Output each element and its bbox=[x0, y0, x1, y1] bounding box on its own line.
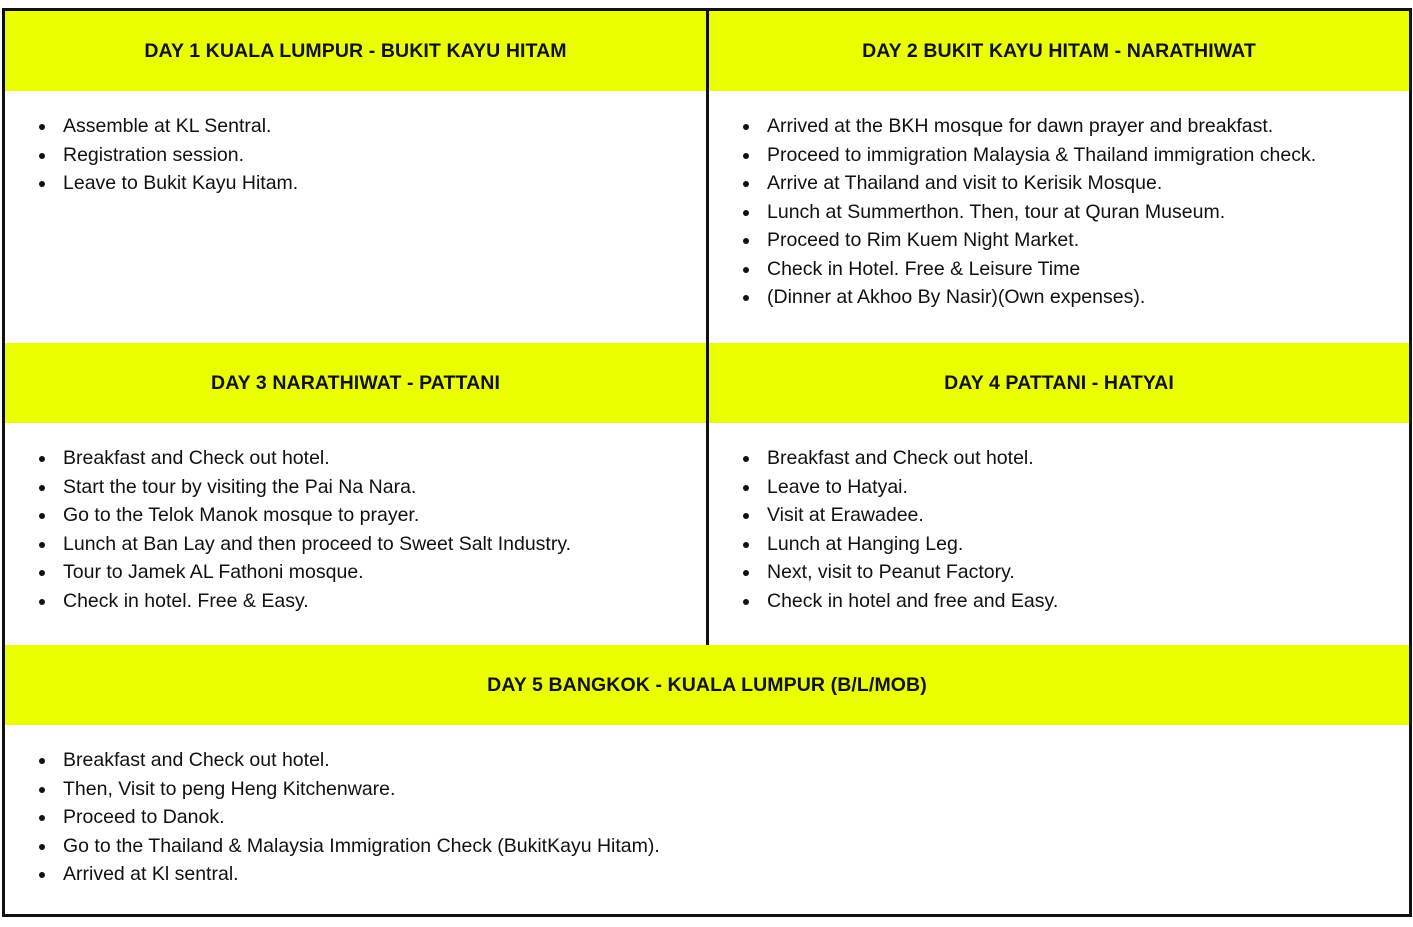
day-1-activity-list bbox=[5, 112, 706, 198]
activity-item: Next, visit to Peanut Factory. bbox=[709, 558, 1409, 587]
activity-item: Check in hotel. Free & Easy. bbox=[5, 587, 706, 616]
day-2-activities-cell bbox=[709, 91, 1409, 343]
activity-item: Breakfast and Check out hotel. bbox=[5, 746, 1409, 775]
day-4-activity-list bbox=[709, 444, 1409, 615]
activity-item: (Dinner at Akhoo By Nasir)(Own expenses). bbox=[709, 283, 1409, 312]
body-row-day-5 bbox=[5, 725, 1409, 914]
day-5-activity-list bbox=[5, 746, 1409, 889]
header-row-day-5 bbox=[5, 645, 1409, 728]
activity-item: Lunch at Ban Lay and then proceed to Sweet Salt Industry. bbox=[5, 530, 706, 559]
activity-item: Visit at Erawadee. bbox=[709, 501, 1409, 530]
body-row-day-1-2 bbox=[5, 91, 1409, 346]
activity-item: Then, Visit to peng Heng Kitchenware. bbox=[5, 775, 1409, 804]
activity-item: Proceed to Danok. bbox=[5, 803, 1409, 832]
activity-item: Check in hotel and free and Easy. bbox=[709, 587, 1409, 616]
activity-item: Proceed to Rim Kuem Night Market. bbox=[709, 226, 1409, 255]
day-5-title: DAY 5 BANGKOK - KUALA LUMPUR (B/L/MOB) bbox=[487, 673, 927, 696]
header-row-day-3-4 bbox=[5, 343, 1409, 426]
activity-item: Check in Hotel. Free & Leisure Time bbox=[709, 255, 1409, 284]
activity-item: Arrived at Kl sentral. bbox=[5, 860, 1409, 889]
activity-item: Breakfast and Check out hotel. bbox=[709, 444, 1409, 473]
activity-item: Go to the Telok Manok mosque to prayer. bbox=[5, 501, 706, 530]
activity-item: Lunch at Hanging Leg. bbox=[709, 530, 1409, 559]
activity-item: Tour to Jamek AL Fathoni mosque. bbox=[5, 558, 706, 587]
day-2-title: DAY 2 BUKIT KAYU HITAM - NARATHIWAT bbox=[862, 39, 1256, 62]
activity-item: Breakfast and Check out hotel. bbox=[5, 444, 706, 473]
activity-item: Assemble at KL Sentral. bbox=[5, 112, 706, 141]
activity-item: Registration session. bbox=[5, 141, 706, 170]
header-row-day-1-2 bbox=[5, 11, 1409, 94]
activity-item: Leave to Bukit Kayu Hitam. bbox=[5, 169, 706, 198]
body-row-day-3-4 bbox=[5, 423, 1409, 648]
day-2-activity-list bbox=[709, 112, 1409, 312]
activity-item: Arrive at Thailand and visit to Kerisik Mosque. bbox=[709, 169, 1409, 198]
day-3-title: DAY 3 NARATHIWAT - PATTANI bbox=[5, 343, 709, 423]
activity-item: Go to the Thailand & Malaysia Immigration Check (BukitKayu Hitam). bbox=[5, 832, 1409, 861]
day-3-activity-list bbox=[5, 444, 706, 615]
activity-item: Lunch at Summerthon. Then, tour at Quran Museum. bbox=[709, 198, 1409, 227]
day-5-activities-cell bbox=[5, 725, 1409, 914]
day-1-title: DAY 1 KUALA LUMPUR - BUKIT KAYU HITAM bbox=[5, 11, 709, 91]
activity-item: Arrived at the BKH mosque for dawn prayer and breakfast. bbox=[709, 112, 1409, 141]
day-4-title: DAY 4 PATTANI - HATYAI bbox=[944, 371, 1174, 394]
activity-item: Leave to Hatyai. bbox=[709, 473, 1409, 502]
day-3-activities-cell bbox=[5, 423, 709, 645]
day-4-activities-cell bbox=[709, 423, 1409, 645]
day-1-activities-cell bbox=[5, 91, 709, 343]
activity-item: Proceed to immigration Malaysia & Thailand immigration check. bbox=[709, 141, 1409, 170]
itinerary-table bbox=[2, 8, 1412, 917]
activity-item: Start the tour by visiting the Pai Na Nara. bbox=[5, 473, 706, 502]
